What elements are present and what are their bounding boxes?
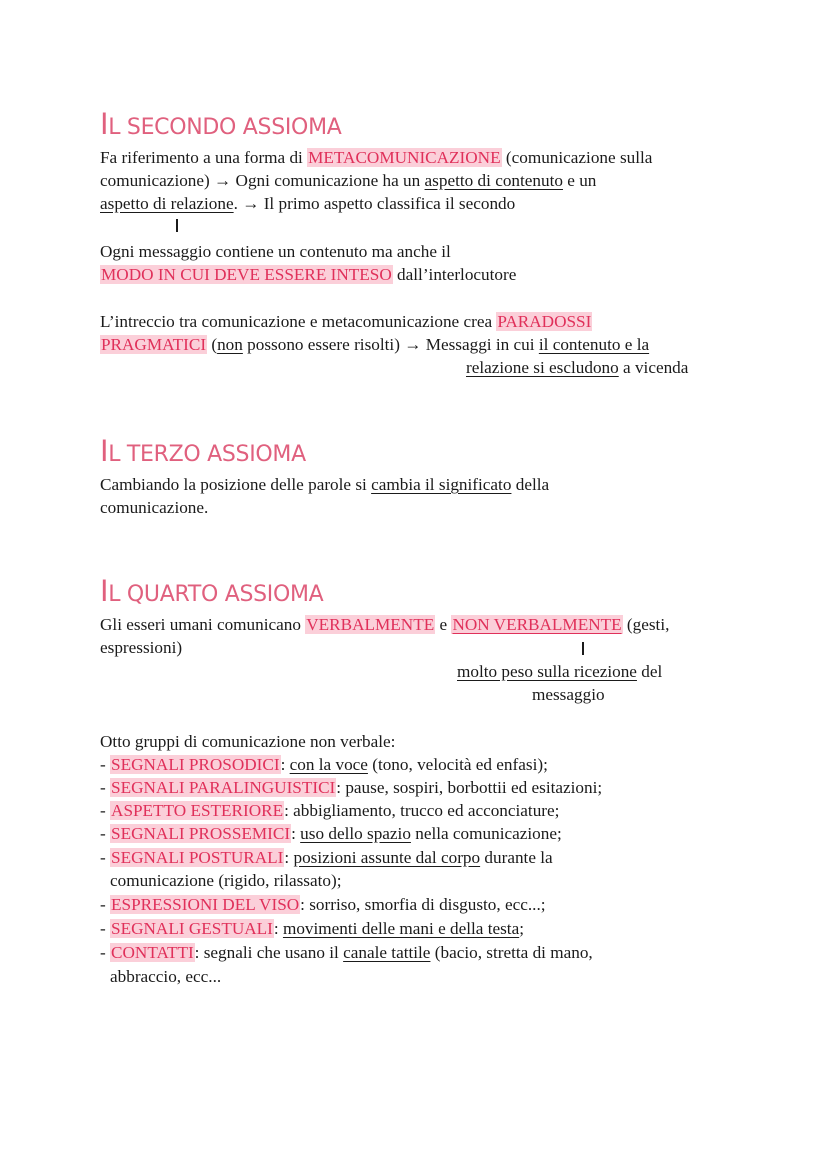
text-line: Cambiando la posizione delle parole si cambia il significato della: [100, 475, 550, 494]
text-line: relazione si escludono a vicenda: [466, 358, 689, 377]
text-line: Fa riferimento a una forma di METACOMUNICAZIONE (comunicazione sulla: [100, 148, 653, 167]
underline-relazione: relazione si escludono: [466, 358, 619, 377]
list-item: - ESPRESSIONI DEL VISO: sorriso, smorfia di disgusto, ecc...;: [100, 895, 546, 914]
text-line: messaggio: [532, 685, 605, 704]
list-item: - SEGNALI GESTUALI: movimenti delle mani e della testa;: [100, 919, 524, 938]
text-line: molto peso sulla ricezione del: [457, 662, 663, 681]
text-line: Ogni messaggio contiene un contenuto ma anche il: [100, 242, 451, 261]
text-line: comunicazione.: [100, 498, 209, 517]
highlight-metacomunicazione: METACOMUNICAZIONE: [308, 148, 501, 167]
list-item: - ASPETTO ESTERIORE: abbigliamento, trucco ed acconciature;: [100, 801, 560, 820]
heading-quarto-assioma: IL QUARTO ASSIOMA: [100, 574, 324, 608]
list-item: - SEGNALI PROSODICI: con la voce (tono, velocità ed enfasi);: [100, 755, 548, 774]
list-intro: Otto gruppi di comunicazione non verbale:: [100, 732, 396, 751]
text-line: aspetto di relazione. → Il primo aspetto classifica il secondo: [100, 194, 516, 213]
text-line: L’intreccio tra comunicazione e metacomunicazione crea PARADOSSI: [100, 312, 592, 331]
list-item-continuation: comunicazione (rigido, rilassato);: [110, 871, 342, 890]
list-item: - CONTATTI: segnali che usano il canale tattile (bacio, stretta di mano,: [100, 943, 593, 962]
text-line: espressioni): [100, 638, 183, 657]
highlight-modo: MODO IN CUI DEVE ESSERE INTESO: [101, 265, 392, 284]
highlight-verbalmente: VERBALMENTE: [306, 615, 435, 634]
highlight-pragmatici: PRAGMATICI: [101, 335, 207, 354]
text-line: PRAGMATICI (non possono essere risolti) → Messaggi in cui il contenuto e la: [101, 335, 650, 354]
highlight-non-verbalmente: NON VERBALMENTE: [452, 615, 622, 634]
connector-bar: [582, 642, 584, 655]
underline-significato: cambia il significato: [371, 475, 512, 494]
list-item: - SEGNALI PROSSEMICI: uso dello spazio nella comunicazione;: [100, 824, 562, 843]
underline-aspetto-relazione: aspetto di relazione: [100, 194, 234, 213]
text-line: MODO IN CUI DEVE ESSERE INTESO dall’interlocutore: [101, 265, 517, 284]
heading-secondo-assioma: IL SECONDO ASSIOMA: [100, 107, 342, 141]
list-item: - SEGNALI POSTURALI: posizioni assunte dal corpo durante la: [100, 848, 553, 867]
text-line: Gli esseri umani comunicano VERBALMENTE e NON VERBALMENTE (gesti,: [100, 615, 670, 634]
connector-bar: [176, 219, 178, 232]
text-line: comunicazione) → Ogni comunicazione ha un aspetto di contenuto e un: [100, 171, 597, 190]
heading-terzo-assioma: IL TERZO ASSIOMA: [100, 434, 306, 468]
underline-ricezione: molto peso sulla ricezione: [457, 662, 637, 681]
underline-contenuto: il contenuto e la: [538, 335, 650, 354]
list-item-continuation: abbraccio, ecc...: [110, 967, 222, 986]
highlight-paradossi: PARADOSSI: [497, 312, 592, 331]
underline-aspetto-contenuto: aspetto di contenuto: [424, 171, 563, 190]
underline-non: non: [217, 335, 243, 354]
list-item: - SEGNALI PARALINGUISTICI: pause, sospiri, borbottii ed esitazioni;: [100, 778, 603, 797]
